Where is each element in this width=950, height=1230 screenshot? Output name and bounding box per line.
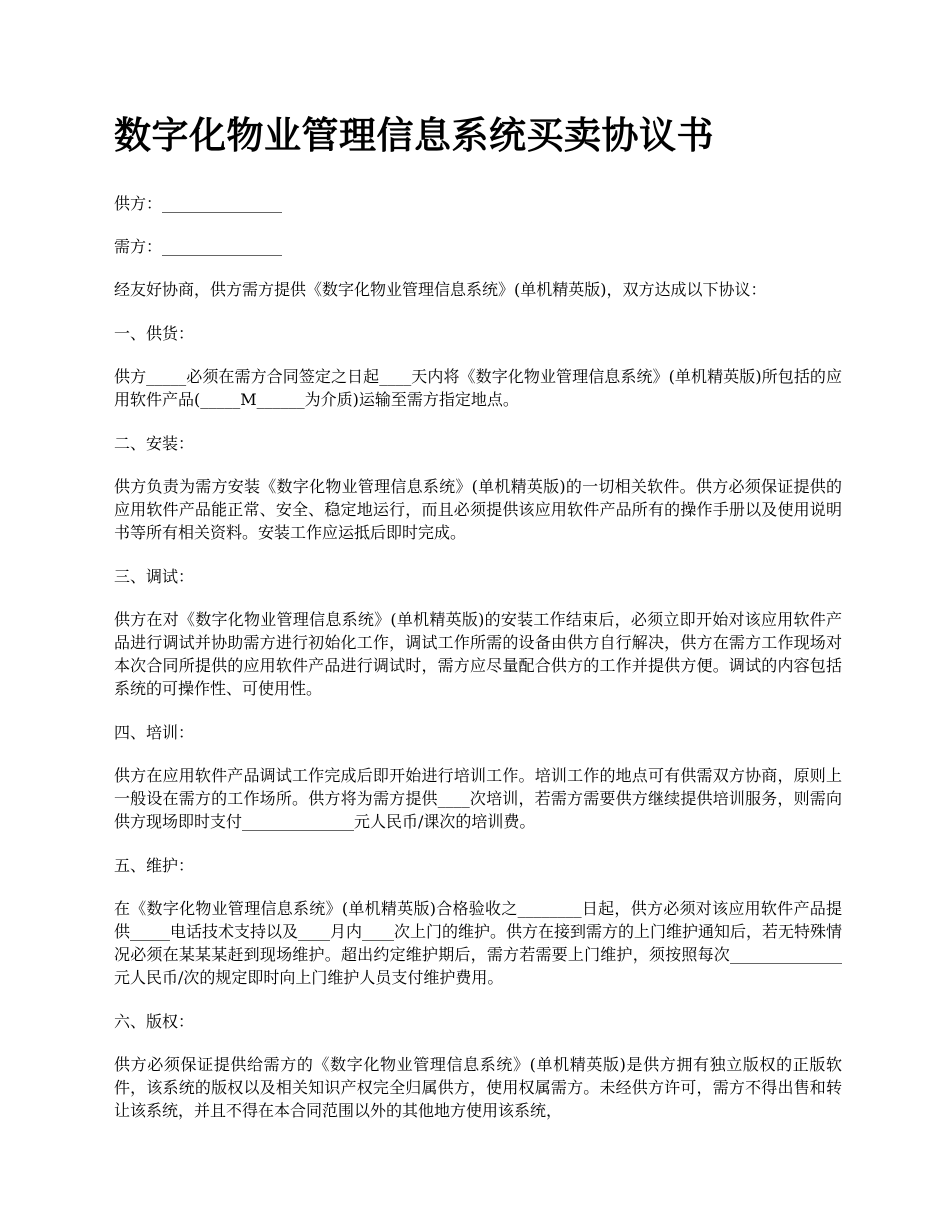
document-title: 数字化物业管理信息系统买卖协议书 [114,113,714,157]
supplier-line: 供方：_______________ [114,194,283,213]
buyer-line: 需方：_______________ [114,237,283,256]
section-heading-installation: 二、安装： [114,434,195,453]
section-body-maintenance: 在《数字化物业管理信息系统》(单机精英版)合格验收之________日起，供方必须对该应用软件产品提供_____电话技术支持以及____月内____次上门的维护。供方在接到需方的上门维护通知后，若无特殊情况必须在某某某赶到现场维护。超出约定维护期后，需方若需要上门维护，须按照每次______________元人民币/次的规定即时向上门维护人员支付维护费用。 [114,899,843,987]
section-body-copyright: 供方必须保证提供给需方的《数字化物业管理信息系统》(单机精英版)是供方拥有独立版权的正版软件，该系统的版权以及相关知识产权完全归属供方，使用权属需方。未经供方许可，需方不得出售和转让该系统，并且不得在本合同范围以外的其他地方使用该系统， [114,1055,842,1120]
section-heading-maintenance: 五、维护： [114,856,195,875]
section-heading-supply: 一、供货： [114,324,195,343]
section-body-training: 供方在应用软件产品调试工作完成后即开始进行培训工作。培训工作的地点可有供需双方协商，原则上一般设在需方的工作场所。供方将为需方提供____次培训，若需方需要供方继续提供培训服务，则需向供方现场即时支付______________元人民币/课次的培训费。 [114,766,842,831]
section-heading-copyright: 六、版权： [114,1012,195,1031]
section-heading-debugging: 三、调试： [114,567,195,586]
section-body-debugging: 供方在对《数字化物业管理信息系统》(单机精英版)的安装工作结束后，必须立即开始对该应用软件产品进行调试并协助需方进行初始化工作，调试工作所需的设备由供方自行解决，供方在需方工作现场对本次合同所提供的应用软件产品进行调试时，需方应尽量配合供方的工作并提供方便。调试的内容包括系统的可操作性、可使用性。 [114,610,842,698]
document-page [114,112,842,1143]
section-body-supply: 供方_____必须在需方合同签定之日起____天内将《数字化物业管理信息系统》(单机精英版)所包括的应用软件产品(_____M______为介质)运输至需方指定地点。 [114,367,842,409]
section-heading-training: 四、培训： [114,723,195,742]
intro-paragraph: 经友好协商，供方需方提供《数字化物业管理信息系统》(单机精英版)，双方达成以下协议： [114,280,767,299]
section-body-installation: 供方负责为需方安装《数字化物业管理信息系统》(单机精英版)的一切相关软件。供方必须保证提供的应用软件产品能正常、安全、稳定地运行，而且必须提供该应用软件产品所有的操作手册以及使用说明书等所有相关资料。安装工作应运抵后即时完成。 [114,477,842,542]
